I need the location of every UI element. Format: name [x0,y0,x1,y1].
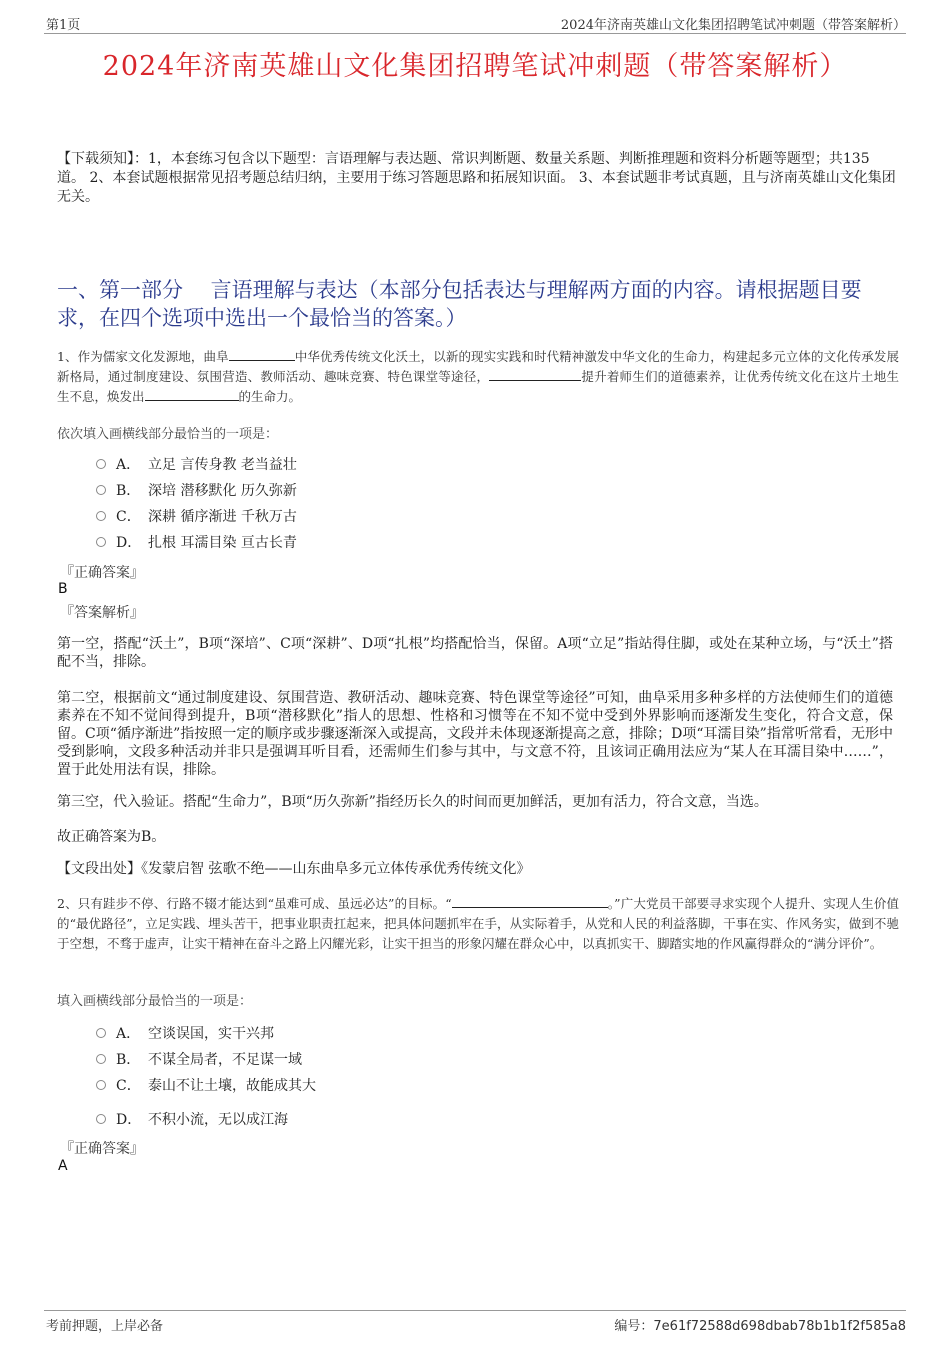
radio-icon[interactable] [96,537,106,547]
option-text: 立足 言传身教 老当益壮 [148,457,297,473]
footer-divider [44,1310,906,1311]
option-text: 泰山不让土壤，故能成其大 [148,1078,316,1094]
question-1-text-part: 中华优秀传统文化沃土，以新的现实实践和时代精神激发中华文化的生命力，构建起多元立体的文化传承发展新格局，通过制度建设、氛围营造、教师活动、趣味竞赛、特色课堂等途径， [57,349,899,384]
fill-blank [229,347,295,361]
question-2-text-part: 。”广大党员干部要寻求实现个人提升、实现人生价值的“最优路径”，立足实践、埋头苦干，把事业职责扛起来，把具体问题抓牢在手，从实际着手，从党和人民的利益落脚，干事在实、作风务实，做到不驰于空想，不骛于虚声，让实干精神在奋斗之路上闪耀光彩，让实干担当的形象闪耀在群众心中，以真抓实干、脚踏实地的作风赢得群众的“满分评价”。 [57,896,899,951]
radio-icon[interactable] [96,1054,106,1064]
option-text: 扎根 耳濡目染 亘古长青 [148,535,297,551]
footer-slogan: 考前押题，上岸必备 [46,1319,164,1334]
analysis-conclusion: 故正确答案为B。 [57,829,166,845]
analysis-label: 『答案解析』 [60,605,144,621]
q1-option-d[interactable] [96,532,297,554]
question-1-text-part: 提升着师生们的道德素养，让优秀传统文化在这片土地生生不息，焕发出 [57,369,899,404]
page-number: 第1页 [46,18,81,33]
option-letter: D． [116,1112,142,1128]
radio-icon[interactable] [96,1028,106,1038]
question-1-text-part: 的生命力。 [238,389,302,404]
analysis-paragraph-1: 第一空，搭配“沃土”，B项“深培”、C项“深耕”、D项“扎根”均搭配恰当，保留。A项“立足”指站得住脚，或处在某种立场，与“沃土”搭配不当，排除。 [57,636,893,670]
option-letter: C． [116,1078,141,1094]
radio-icon[interactable] [96,511,106,521]
option-text: 深耕 循序渐进 千秋万古 [148,509,297,525]
option-letter: B． [116,1052,141,1068]
analysis-paragraph-2: 第二空，根据前文“通过制度建设、氛围营造、教研活动、趣味竞赛、特色课堂等途径”可知，曲阜采用多种多样的方法使师生们的道德素养在不知不觉间得到提升，B项“潜移默化”指人的思想、性格和习惯等在不知不觉中受到外界影响而逐渐发生变化，符合文意，保留。C项“循序渐进”指按照一定的顺序或步骤逐渐深入或提高，文段并未体现逐渐提高之意，排除；D项“耳濡目染”指常听常看，无形中受到影响，文段多种活动并非只是强调耳听目看，还需师生们参与其中，与文意不符，且该词正确用法应为“某人在耳濡目染中……”，置于此处用法有误，排除。 [57,690,893,778]
correct-answer-label: 『正确答案』 [60,565,144,581]
question-2-text-part: 2、只有跬步不停、行路不辍才能达到“虽难可成、虽远必达”的目标。“ [57,896,452,911]
fill-blank [452,894,608,908]
option-letter: D． [116,535,142,551]
option-text: 空谈误国，实干兴邦 [148,1026,274,1042]
radio-icon[interactable] [96,485,106,495]
document-title: 2024年济南英雄山文化集团招聘笔试冲刺题（带答案解析） [102,51,848,82]
question-1-text [57,347,899,407]
passage-source: 【文段出处】《发蒙启智 弦歌不绝——山东曲阜多元立体传承优秀传统文化》 [57,861,531,877]
option-letter: A． [116,1026,141,1042]
q2-option-b[interactable] [96,1049,302,1071]
correct-answer: A [58,1158,68,1174]
q2-option-a[interactable] [96,1023,274,1045]
document-code-value: 7e61f72588d698dbab78b1b1f2f585a8 [653,1319,906,1334]
option-letter: A． [116,457,141,473]
option-text: 不谋全局者，不足谋一域 [148,1052,302,1068]
correct-answer-label: 『正确答案』 [60,1141,144,1157]
document-code [614,1315,906,1334]
q2-option-d[interactable] [96,1109,288,1131]
option-letter: B． [116,483,141,499]
radio-icon[interactable] [96,459,106,469]
q1-option-a[interactable] [96,454,297,476]
document-code-label: 编号： [614,1319,654,1334]
radio-icon[interactable] [96,1080,106,1090]
q1-option-c[interactable] [96,506,297,528]
question-1-prompt: 依次填入画横线部分最恰当的一项是： [57,427,279,442]
question-2-text [57,894,899,954]
option-text: 深培 潜移默化 历久弥新 [148,483,297,499]
question-1-text-part: 1、作为儒家文化发源地，曲阜 [57,349,229,364]
fill-blank [145,387,239,401]
running-header-title: 2024年济南英雄山文化集团招聘笔试冲刺题（带答案解析） [560,18,906,33]
q1-option-b[interactable] [96,480,297,502]
correct-answer: B [58,581,68,597]
radio-icon[interactable] [96,1114,106,1124]
option-letter: C． [116,509,141,525]
section-title: 一、第一部分 言语理解与表达（本部分包括表达与理解两方面的内容。请根据题目要求，在四个选项中选出一个最恰当的答案。） [57,278,862,330]
q2-option-c[interactable] [96,1075,316,1097]
fill-blank [489,367,581,381]
download-notice: 【下载须知】：1，本套练习包含以下题型：言语理解与表达题、常识判断题、数量关系题、判断推理题和资料分析题等题型；共135道。 2、本套试题根据常见招考题总结归纳，主要用于练习答题思路和拓展知识面。 3、本套试题非考试真题，且与济南英雄山文化集团无关。 [57,151,896,205]
option-text: 不积小流，无以成江海 [148,1112,288,1128]
analysis-paragraph-3: 第三空，代入验证。搭配“生命力”，B项“历久弥新”指经历长久的时间而更加鲜活，更加有活力，符合文意，当选。 [57,794,768,810]
header-divider [44,33,906,34]
question-2-prompt: 填入画横线部分最恰当的一项是： [57,994,253,1009]
